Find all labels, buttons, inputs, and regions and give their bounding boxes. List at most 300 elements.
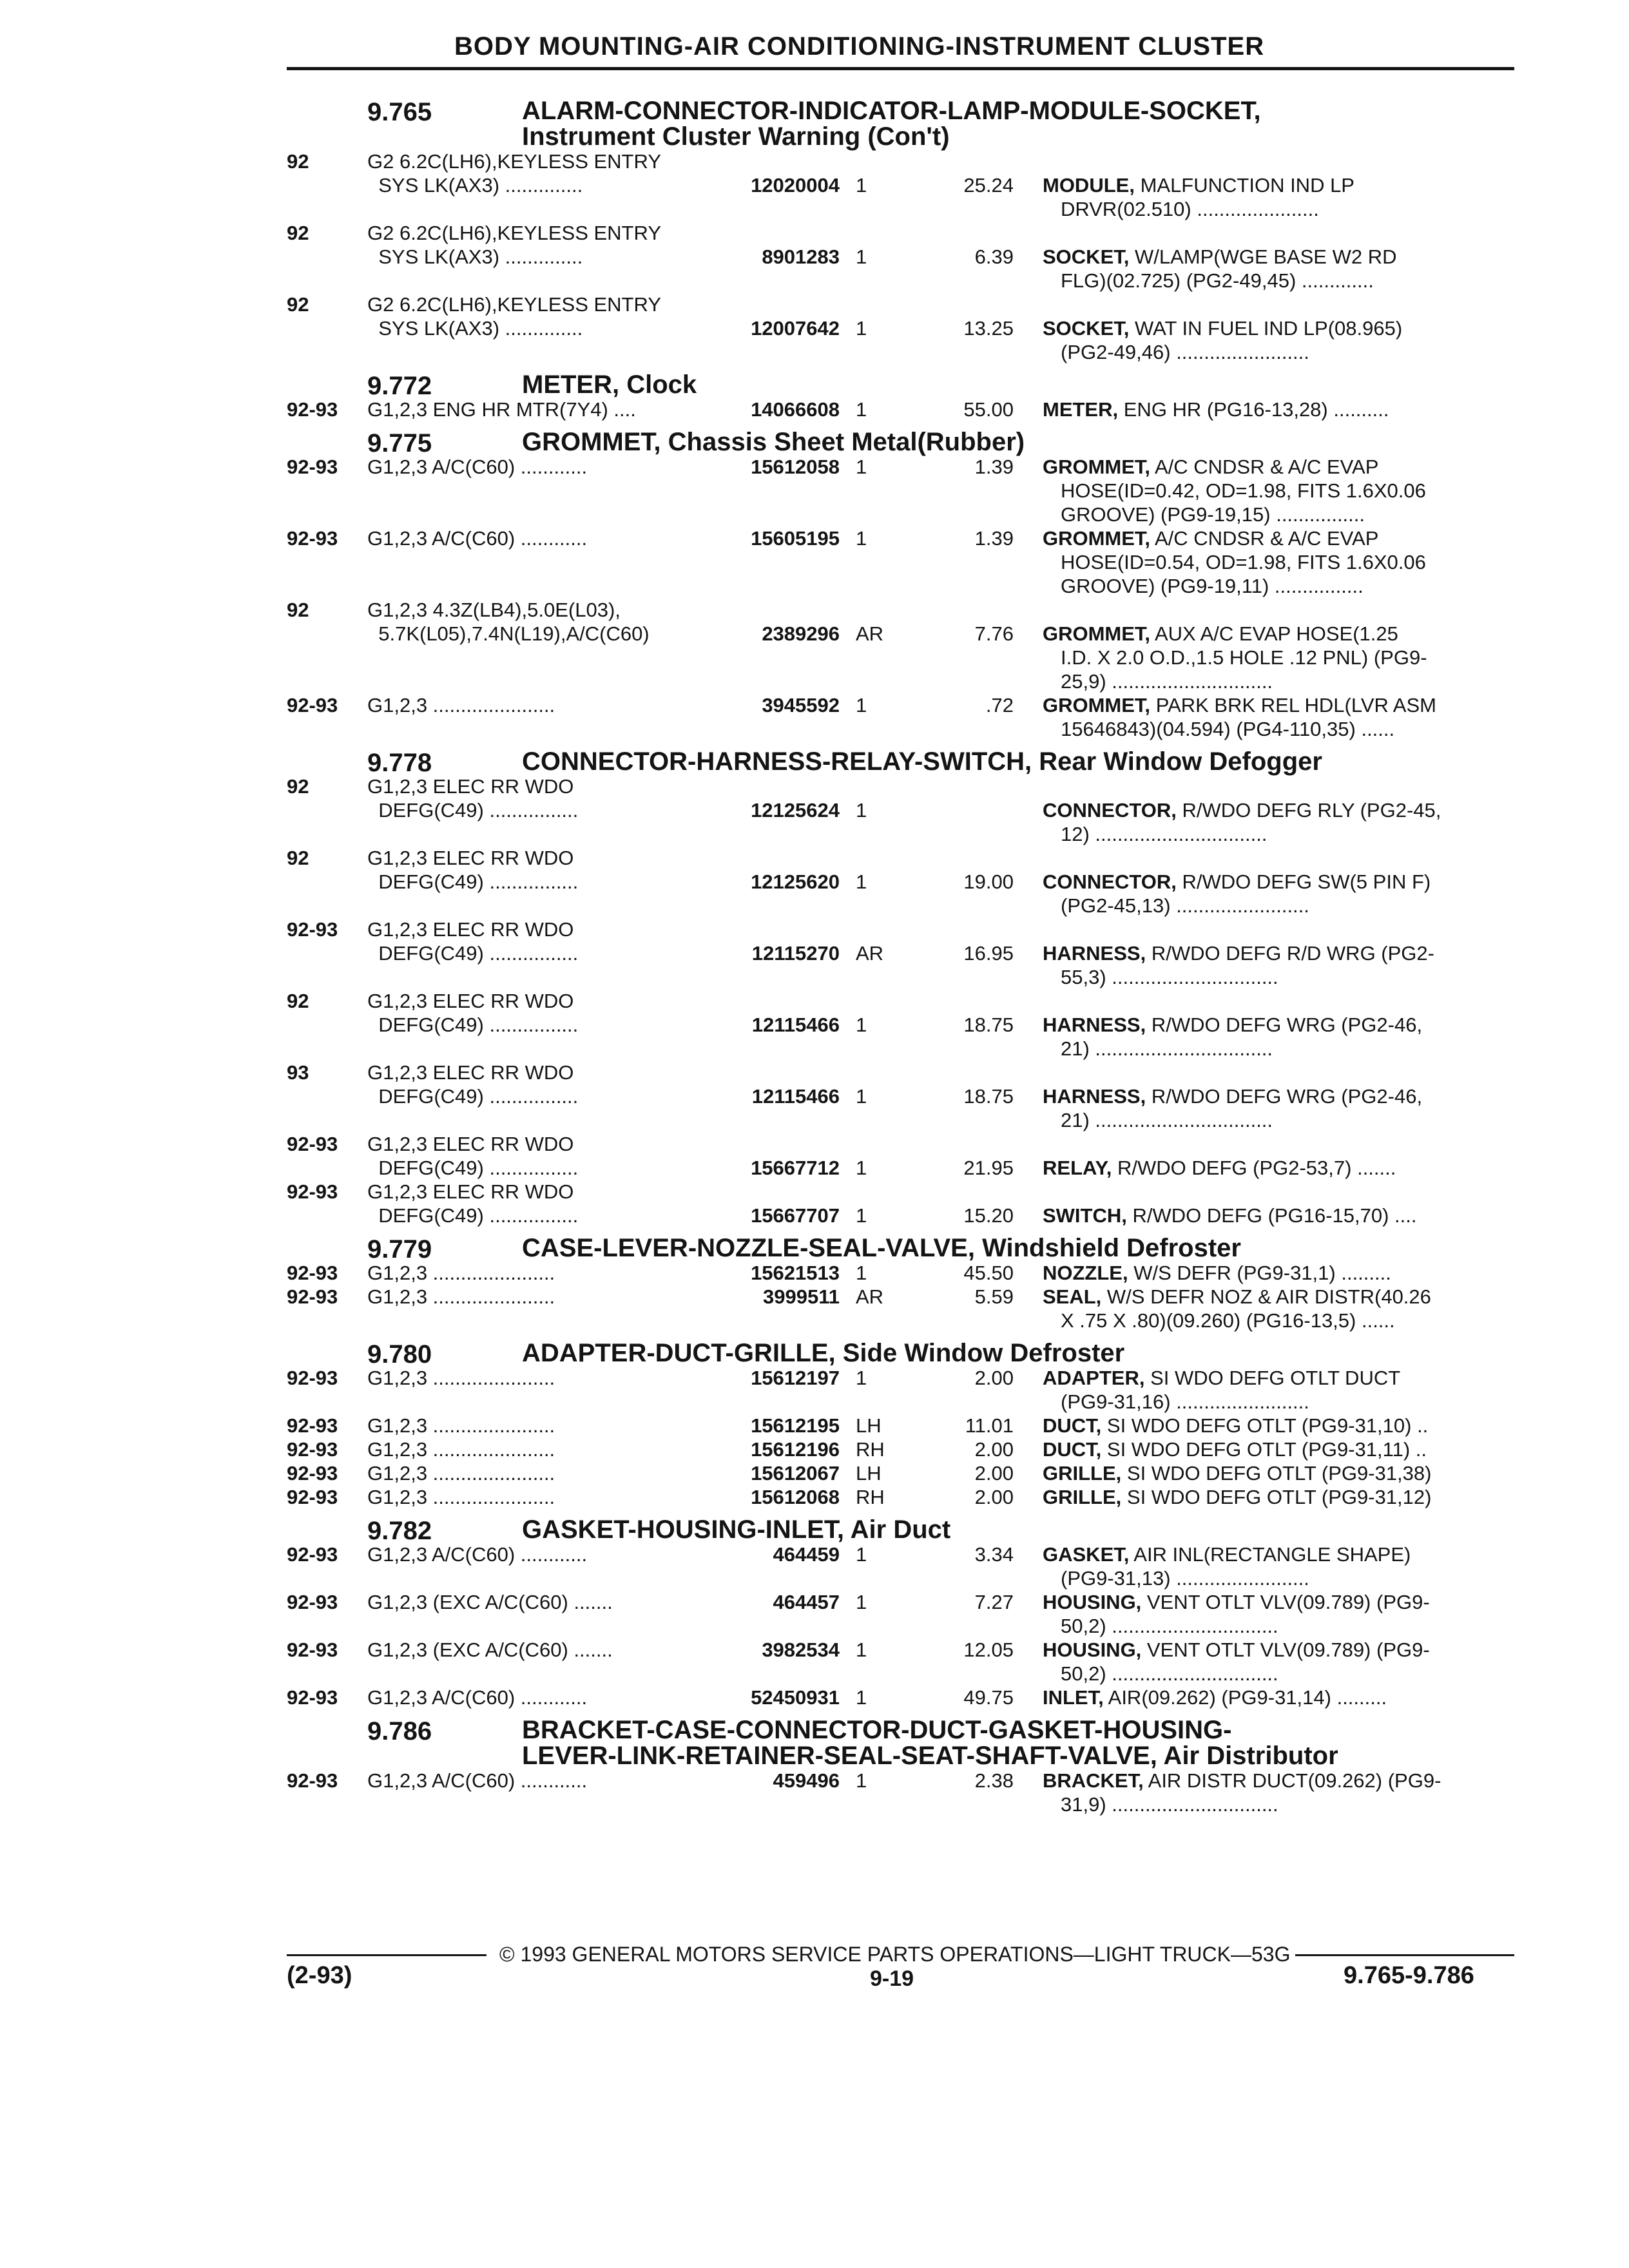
section-title-line — [522, 1235, 1521, 1261]
quantity: LH — [856, 1462, 882, 1485]
section-title-line — [522, 1717, 1521, 1743]
section-title-line — [522, 429, 1521, 455]
application-line: G1,2,3 ...................... — [367, 1367, 555, 1389]
description-line — [1043, 822, 1516, 846]
description-line — [1043, 197, 1516, 221]
description-spacer — [1043, 989, 1516, 1013]
price: 2.00 — [974, 1367, 1014, 1389]
price: 18.75 — [963, 1014, 1014, 1036]
section-header — [0, 1339, 1629, 1369]
price: 21.95 — [963, 1157, 1014, 1179]
part-row — [0, 1366, 1629, 1414]
section-title-line — [522, 749, 1521, 774]
description-line — [1043, 1638, 1516, 1662]
application-line: G2 6.2C(LH6),KEYLESS ENTRY — [367, 222, 661, 244]
application — [367, 918, 715, 965]
section-title — [522, 749, 1521, 774]
application-line: SYS LK(AX3) .............. — [367, 317, 583, 340]
section-title — [522, 1235, 1521, 1261]
part-row — [0, 455, 1629, 526]
part-name: HARNESS, — [1043, 1085, 1146, 1108]
description-line — [1043, 1461, 1516, 1485]
model-year: 92-93 — [287, 1367, 338, 1389]
description-line — [1043, 1108, 1516, 1132]
catalog-section — [0, 429, 1629, 741]
section-title-line — [522, 1517, 1521, 1542]
application-line: G1,2,3 ...................... — [367, 1462, 555, 1485]
catalog-section — [0, 98, 1629, 364]
section-title-caps: LEVER-LINK-RETAINER-SEAL-SEAT-SHAFT-VALVE, — [522, 1742, 1157, 1770]
application-line: DEFG(C49) ................ — [367, 1204, 579, 1227]
part-name: GROMMET, — [1043, 456, 1151, 478]
description-line — [1043, 1285, 1516, 1309]
quantity: LH — [856, 1414, 882, 1437]
description-line — [1043, 173, 1516, 197]
quantity: 1 — [856, 1591, 867, 1613]
part-description — [1043, 1285, 1516, 1332]
quantity: AR — [856, 622, 884, 645]
application — [367, 1061, 715, 1108]
part-name: SWITCH, — [1043, 1204, 1127, 1227]
price: 7.76 — [974, 622, 1014, 645]
part-name: GROMMET, — [1043, 694, 1151, 716]
page-title: BODY MOUNTING-AIR CONDITIONING-INSTRUMENT CLUSTER — [454, 32, 1265, 61]
description-text: SI WDO DEFG OTLT DUCT — [1150, 1367, 1401, 1389]
price: 11.01 — [965, 1414, 1014, 1437]
model-year: 92-93 — [287, 1486, 338, 1508]
description-text: R/WDO DEFG (PG2-53,7) ....... — [1117, 1157, 1396, 1179]
description-line — [1043, 1366, 1516, 1390]
description-line — [1043, 550, 1516, 574]
part-number: 15667712 — [751, 1157, 840, 1179]
model-year: 92-93 — [287, 694, 338, 716]
model-year: 92-93 — [287, 1133, 338, 1155]
part-name: HOUSING, — [1043, 1639, 1142, 1661]
part-name: HOUSING, — [1043, 1591, 1142, 1613]
parts-catalog — [0, 90, 1629, 1816]
description-line — [1043, 479, 1516, 503]
footer-rule-left — [287, 1954, 487, 1956]
description-text: 31,9) .............................. — [1061, 1793, 1278, 1816]
part-description — [1043, 1366, 1516, 1414]
section-title-line — [522, 98, 1521, 124]
description-text: SI WDO DEFG OTLT (PG9-31,11) .. — [1106, 1438, 1427, 1461]
description-spacer — [1043, 221, 1516, 245]
model-year: 93 — [287, 1061, 309, 1084]
footer-copyright: © 1993 GENERAL MOTORS SERVICE PARTS OPERATIONS—LIGHT TRUCK—53G — [499, 1943, 1291, 1966]
description-text: FLG)(02.725) (PG2-49,45) ............. — [1061, 269, 1374, 292]
part-description — [1043, 989, 1516, 1061]
price: 19.00 — [963, 870, 1014, 893]
application-line: G1,2,3 A/C(C60) ............ — [367, 1686, 588, 1709]
application-line: G1,2,3 A/C(C60) ............ — [367, 1769, 588, 1792]
part-number: 12020004 — [751, 174, 840, 197]
description-spacer — [1043, 598, 1516, 622]
part-description — [1043, 1132, 1516, 1180]
part-description — [1043, 1180, 1516, 1227]
section-number: 9.765 — [367, 98, 432, 126]
description-text: GROOVE) (PG9-19,15) ................ — [1061, 503, 1365, 526]
description-line — [1043, 269, 1516, 293]
part-row — [0, 1414, 1629, 1437]
quantity: 1 — [856, 398, 867, 421]
part-row — [0, 221, 1629, 293]
model-year: 92 — [287, 847, 309, 869]
section-title-caps: ADAPTER-DUCT-GRILLE, — [522, 1339, 836, 1367]
description-spacer — [1043, 1061, 1516, 1084]
part-row — [0, 1180, 1629, 1227]
footer-date-code: (2-93) — [287, 1962, 352, 1989]
application-line: SYS LK(AX3) .............. — [367, 245, 583, 268]
footer-section-range: 9.765-9.786 — [1344, 1962, 1474, 1989]
description-text: PARK BRK REL HDL(LVR ASM — [1155, 694, 1436, 716]
application-line: 5.7K(L05),7.4N(L19),A/C(C60) — [367, 622, 650, 645]
description-text: AUX A/C EVAP HOSE(1.25 — [1154, 622, 1398, 645]
quantity: 1 — [856, 1543, 867, 1566]
section-title — [522, 98, 1521, 149]
part-name: METER, — [1043, 398, 1119, 421]
section-number: 9.772 — [367, 372, 432, 400]
section-number: 9.778 — [367, 749, 432, 777]
description-text: (PG9-31,16) ........................ — [1061, 1390, 1309, 1413]
part-row — [0, 846, 1629, 918]
application — [367, 1261, 715, 1285]
catalog-section — [0, 1517, 1629, 1709]
description-line — [1043, 1261, 1516, 1285]
part-number: 3999511 — [763, 1285, 840, 1308]
description-text: X .75 X .80)(09.260) (PG16-13,5) ...... — [1061, 1309, 1395, 1332]
application-line: G1,2,3 (EXC A/C(C60) ....... — [367, 1591, 613, 1613]
section-number: 9.775 — [367, 429, 432, 457]
description-line — [1043, 503, 1516, 526]
description-text: WAT IN FUEL IND LP(08.965) — [1134, 317, 1403, 340]
description-line — [1043, 646, 1516, 669]
part-description — [1043, 1461, 1516, 1485]
quantity: 1 — [856, 1014, 867, 1036]
application — [367, 1485, 715, 1509]
price: 2.38 — [974, 1769, 1014, 1792]
part-row — [0, 1485, 1629, 1509]
price: 25.24 — [963, 174, 1014, 197]
application — [367, 1132, 715, 1180]
quantity: 1 — [856, 694, 867, 716]
part-description — [1043, 1590, 1516, 1638]
part-number: 15612195 — [751, 1414, 840, 1437]
part-row — [0, 774, 1629, 846]
application — [367, 1590, 715, 1614]
description-line — [1043, 1542, 1516, 1566]
price: 3.34 — [974, 1543, 1014, 1566]
description-line — [1043, 1792, 1516, 1816]
price: 1.39 — [974, 456, 1014, 478]
application-line: DEFG(C49) ................ — [367, 1085, 579, 1108]
application — [367, 1686, 715, 1709]
part-description — [1043, 1437, 1516, 1461]
description-text: VENT OTLT VLV(09.789) (PG9- — [1146, 1639, 1430, 1661]
description-line — [1043, 1662, 1516, 1686]
description-text: R/WDO DEFG WRG (PG2-46, — [1151, 1085, 1423, 1108]
application-line: G1,2,3 ...................... — [367, 1414, 555, 1437]
section-title-desc: Instrument Cluster Warning (Con't) — [522, 122, 950, 151]
catalog-section — [0, 749, 1629, 1227]
part-name: SOCKET, — [1043, 317, 1130, 340]
part-number: 464457 — [773, 1591, 840, 1613]
application-line: G1,2,3 ...................... — [367, 1486, 555, 1508]
part-description — [1043, 774, 1516, 846]
application — [367, 693, 715, 717]
part-row — [0, 1769, 1629, 1816]
description-text: R/WDO DEFG SW(5 PIN F) — [1182, 870, 1431, 893]
section-header — [0, 1515, 1629, 1545]
section-title-line — [522, 1340, 1521, 1366]
part-number: 15612197 — [751, 1367, 840, 1389]
application-line: G1,2,3 ELEC RR WDO — [367, 775, 574, 798]
application-line: G1,2,3 ELEC RR WDO — [367, 847, 574, 869]
quantity: 1 — [856, 870, 867, 893]
price: 15.20 — [963, 1204, 1014, 1227]
price: 45.50 — [963, 1262, 1014, 1284]
application — [367, 293, 715, 340]
part-number: 12115270 — [751, 942, 840, 965]
application — [367, 526, 715, 550]
application-line: SYS LK(AX3) .............. — [367, 174, 583, 197]
section-title — [522, 1517, 1521, 1542]
description-text: SI WDO DEFG OTLT (PG9-31,12) — [1126, 1486, 1432, 1508]
application-line: G1,2,3 ...................... — [367, 1438, 555, 1461]
quantity: 1 — [856, 245, 867, 268]
part-row — [0, 598, 1629, 693]
application-line: G2 6.2C(LH6),KEYLESS ENTRY — [367, 293, 661, 316]
application-line: G1,2,3 ELEC RR WDO — [367, 990, 574, 1012]
model-year: 92-93 — [287, 1462, 338, 1485]
description-line — [1043, 870, 1516, 894]
description-line — [1043, 455, 1516, 479]
part-row — [0, 989, 1629, 1061]
part-number: 15612068 — [751, 1486, 840, 1508]
application — [367, 1542, 715, 1566]
description-text: HOSE(ID=0.42, OD=1.98, FITS 1.6X0.06 — [1061, 479, 1426, 502]
part-name: GASKET, — [1043, 1543, 1130, 1566]
description-line — [1043, 398, 1516, 421]
description-spacer — [1043, 149, 1516, 173]
model-year: 92-93 — [287, 456, 338, 478]
description-text: R/WDO DEFG (PG16-15,70) .... — [1132, 1204, 1417, 1227]
description-spacer — [1043, 1180, 1516, 1204]
part-number: 464459 — [773, 1543, 840, 1566]
part-description — [1043, 398, 1516, 421]
section-header — [0, 372, 1629, 398]
section-title-desc: Air Distributor — [1157, 1742, 1338, 1770]
quantity: 1 — [856, 1157, 867, 1179]
application — [367, 1461, 715, 1485]
part-row — [0, 1638, 1629, 1686]
part-row — [0, 398, 1629, 421]
application-line: DEFG(C49) ................ — [367, 942, 579, 965]
model-year: 92 — [287, 775, 309, 798]
part-number: 15612058 — [751, 456, 840, 478]
part-name: DUCT, — [1043, 1438, 1102, 1461]
application-line: G1,2,3 4.3Z(LB4),5.0E(L03), — [367, 599, 621, 621]
footer-page-number: 9-19 — [870, 1966, 914, 1991]
application-line: G1,2,3 ELEC RR WDO — [367, 1133, 574, 1155]
quantity: 1 — [856, 317, 867, 340]
part-description — [1043, 1542, 1516, 1590]
description-text: 55,3) .............................. — [1061, 966, 1278, 988]
part-row — [0, 1061, 1629, 1132]
part-number: 15612067 — [751, 1462, 840, 1485]
price: 5.59 — [974, 1285, 1014, 1308]
description-line — [1043, 1156, 1516, 1180]
quantity: 1 — [856, 1686, 867, 1709]
application — [367, 774, 715, 822]
section-title-desc: Windshield Defroster — [974, 1234, 1241, 1262]
application-line: G1,2,3 (EXC A/C(C60) ....... — [367, 1639, 613, 1661]
part-description — [1043, 293, 1516, 364]
description-line — [1043, 1485, 1516, 1509]
section-title-caps: GASKET-HOUSING-INLET, — [522, 1515, 845, 1544]
section-title-caps: CASE-LEVER-NOZZLE-SEAL-VALVE, — [522, 1234, 975, 1262]
section-number: 9.782 — [367, 1517, 432, 1545]
section-number: 9.786 — [367, 1717, 432, 1745]
quantity: 1 — [856, 456, 867, 478]
price: .72 — [985, 694, 1014, 716]
part-row — [0, 918, 1629, 989]
application — [367, 1769, 715, 1792]
catalog-section — [0, 1235, 1629, 1332]
application — [367, 989, 715, 1037]
application-line: G1,2,3 A/C(C60) ............ — [367, 1543, 588, 1566]
description-text: AIR(09.262) (PG9-31,14) ......... — [1108, 1686, 1387, 1709]
section-title-caps: GROMMET, — [522, 428, 661, 456]
description-line — [1043, 1390, 1516, 1414]
section-title-desc: Chassis Sheet Metal(Rubber) — [660, 428, 1025, 456]
description-spacer — [1043, 846, 1516, 870]
part-name: MODULE, — [1043, 174, 1135, 197]
application — [367, 1437, 715, 1461]
application — [367, 1414, 715, 1437]
application-line: DEFG(C49) ................ — [367, 1014, 579, 1036]
part-description — [1043, 455, 1516, 526]
part-description — [1043, 1414, 1516, 1437]
application-line: DEFG(C49) ................ — [367, 870, 579, 893]
quantity: 1 — [856, 1639, 867, 1661]
part-number: 15621513 — [751, 1262, 840, 1284]
description-line — [1043, 574, 1516, 598]
part-row — [0, 1285, 1629, 1332]
application-line: DEFG(C49) ................ — [367, 799, 579, 822]
description-line — [1043, 526, 1516, 550]
part-description — [1043, 526, 1516, 598]
application-line: DEFG(C49) ................ — [367, 1157, 579, 1179]
part-name: ADAPTER, — [1043, 1367, 1145, 1389]
application — [367, 1180, 715, 1227]
part-number: 2389296 — [762, 622, 840, 645]
description-spacer — [1043, 1132, 1516, 1156]
application — [367, 1366, 715, 1390]
part-description — [1043, 149, 1516, 221]
description-line — [1043, 622, 1516, 646]
description-spacer — [1043, 774, 1516, 798]
part-row — [0, 1437, 1629, 1461]
description-text: 12) ............................... — [1061, 823, 1268, 845]
section-title-caps: METER, — [522, 370, 620, 399]
description-text: I.D. X 2.0 O.D.,1.5 HOLE .12 PNL) (PG9- — [1061, 646, 1427, 669]
quantity: 1 — [856, 799, 867, 822]
section-header — [0, 429, 1629, 455]
description-text: W/S DEFR (PG9-31,1) ......... — [1133, 1262, 1391, 1284]
part-row — [0, 1461, 1629, 1485]
description-line — [1043, 1084, 1516, 1108]
quantity: AR — [856, 942, 884, 965]
description-spacer — [1043, 918, 1516, 941]
section-title-desc: Clock — [619, 370, 697, 399]
description-text: A/C CNDSR & A/C EVAP — [1154, 456, 1379, 478]
section-title-line — [522, 124, 1521, 149]
description-text: 15646843)(04.594) (PG4-110,35) ...... — [1061, 718, 1395, 740]
part-number: 15667707 — [751, 1204, 840, 1227]
part-name: HARNESS, — [1043, 942, 1146, 965]
part-description — [1043, 693, 1516, 741]
part-description — [1043, 1261, 1516, 1285]
quantity: 1 — [856, 174, 867, 197]
description-line — [1043, 1769, 1516, 1792]
application-line: G1,2,3 ELEC RR WDO — [367, 1180, 574, 1203]
part-row — [0, 1590, 1629, 1638]
description-line — [1043, 1037, 1516, 1061]
model-year: 92 — [287, 150, 309, 173]
part-number: 459496 — [773, 1769, 840, 1792]
part-name: GRILLE, — [1043, 1462, 1122, 1485]
application — [367, 1638, 715, 1662]
part-name: GROMMET, — [1043, 527, 1151, 550]
application-line: G1,2,3 ...................... — [367, 1285, 555, 1308]
price: 1.39 — [974, 527, 1014, 550]
section-header — [0, 1234, 1629, 1264]
part-row — [0, 1542, 1629, 1590]
application — [367, 221, 715, 269]
section-title-caps: BRACKET-CASE-CONNECTOR-DUCT-GASKET-HOUSING- — [522, 1716, 1232, 1744]
part-row — [0, 1132, 1629, 1180]
part-number: 12125624 — [751, 799, 840, 822]
description-line — [1043, 1614, 1516, 1638]
section-title — [522, 1340, 1521, 1366]
description-line — [1043, 693, 1516, 717]
application-line: G1,2,3 A/C(C60) ............ — [367, 527, 588, 550]
part-number: 8901283 — [762, 245, 840, 268]
application-line: G1,2,3 ELEC RR WDO — [367, 1061, 574, 1084]
part-description — [1043, 1686, 1516, 1709]
part-description — [1043, 1485, 1516, 1509]
part-number: 14066608 — [751, 398, 840, 421]
description-text: SI WDO DEFG OTLT (PG9-31,38) — [1126, 1462, 1432, 1485]
section-title-caps: ALARM-CONNECTOR-INDICATOR-LAMP-MODULE-SOCKET, — [522, 97, 1261, 125]
model-year: 92 — [287, 293, 309, 316]
model-year: 92-93 — [287, 918, 338, 941]
description-text: GROOVE) (PG9-19,11) ................ — [1061, 575, 1364, 597]
footer-rule-right — [1295, 1954, 1514, 1956]
description-line — [1043, 1013, 1516, 1037]
section-title — [522, 372, 1521, 398]
description-text: SI WDO DEFG OTLT (PG9-31,10) .. — [1106, 1414, 1429, 1437]
part-name: INLET, — [1043, 1686, 1104, 1709]
description-text: 21) ................................ — [1061, 1037, 1273, 1060]
description-text: AIR DISTR DUCT(09.262) (PG9- — [1148, 1769, 1441, 1792]
description-text: DRVR(02.510) ...................... — [1061, 198, 1319, 220]
part-description — [1043, 1638, 1516, 1686]
price: 2.00 — [974, 1462, 1014, 1485]
description-line — [1043, 1309, 1516, 1332]
section-title-line — [522, 1743, 1521, 1769]
